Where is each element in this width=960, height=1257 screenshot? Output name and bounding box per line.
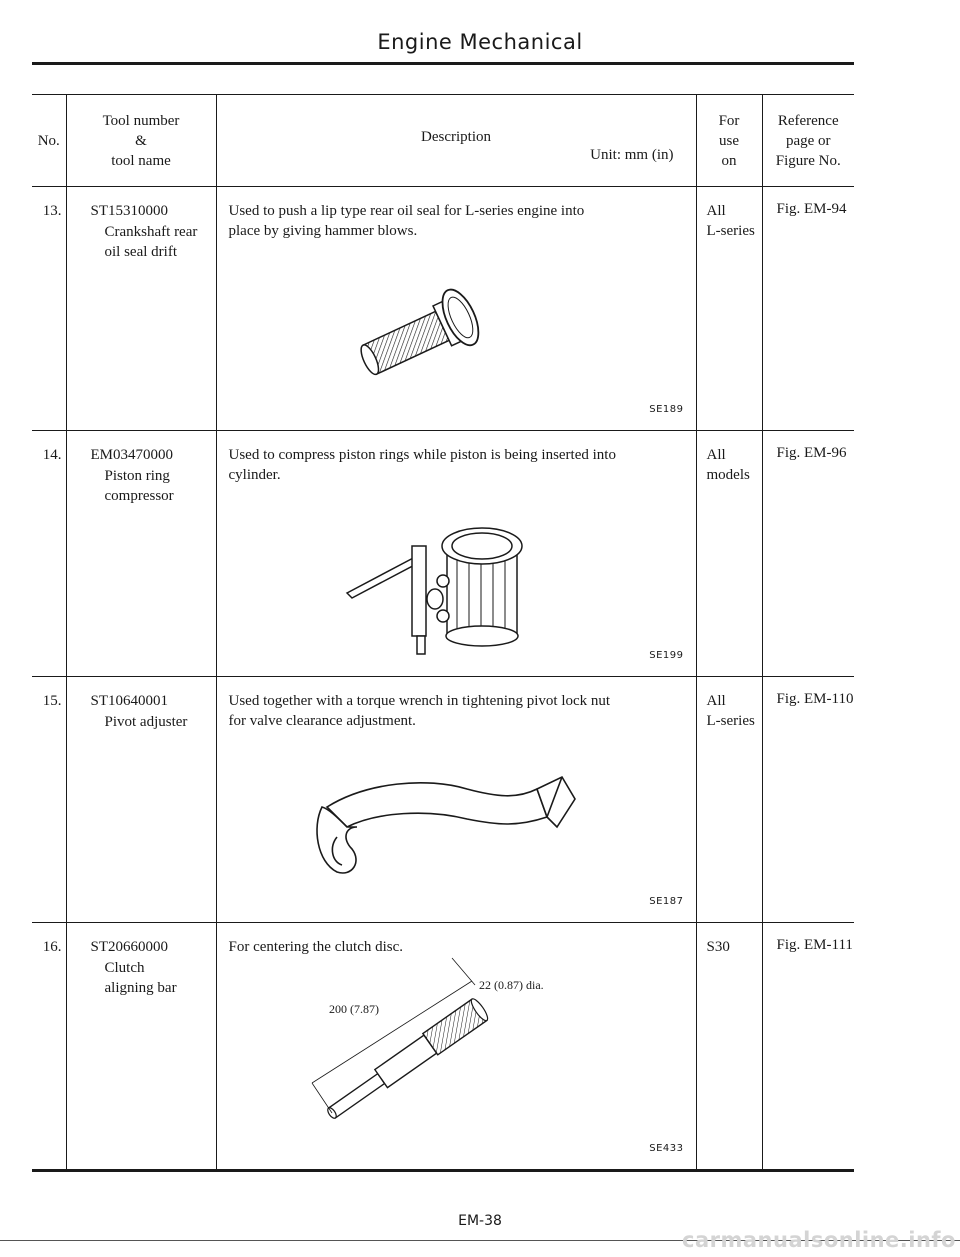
- dimension-length-label: 200 (7.87): [328, 1002, 379, 1016]
- reference-cell: Fig. EM-94: [762, 187, 854, 431]
- description-line: for valve clearance adjustment.: [228, 713, 416, 729]
- use-line: All: [706, 693, 726, 709]
- use-cell: [696, 431, 762, 677]
- page-title: Engine Mechanical: [377, 30, 583, 54]
- table-row: [32, 431, 854, 677]
- description-line: place by giving hammer blows.: [228, 223, 418, 239]
- tool-number: ST20660000: [90, 939, 169, 955]
- row-number: 16.: [32, 923, 66, 1171]
- use-line: models: [706, 467, 750, 483]
- reference-cell: Fig. EM-111: [762, 923, 854, 1171]
- tool-name-line: Pivot adjuster: [104, 714, 188, 730]
- description-line: Used to compress piston rings while piston is being inserted into: [228, 447, 616, 463]
- clutch-aligning-bar-icon: [217, 923, 697, 1171]
- row-number: 14.: [32, 431, 66, 677]
- description-line: For centering the clutch disc.: [228, 939, 404, 955]
- description-cell: [216, 187, 696, 431]
- page-number: EM-38: [458, 1213, 502, 1229]
- use-cell: [696, 187, 762, 431]
- row-number: 13.: [32, 187, 66, 431]
- header-tool-line: tool name: [111, 152, 171, 169]
- tool-name-line: Piston ring: [104, 468, 170, 484]
- tool-cell: [66, 923, 216, 1171]
- reference-cell: Fig. EM-96: [762, 431, 854, 677]
- header-tool: [66, 95, 216, 187]
- oil-seal-drift-icon: [217, 187, 697, 431]
- header-description: [216, 95, 696, 187]
- reference-cell: Fig. EM-110: [762, 677, 854, 923]
- table-row: [32, 187, 854, 431]
- header-use: [696, 95, 762, 187]
- tool-name-line: compressor: [104, 488, 174, 504]
- table-header-row: [32, 95, 854, 187]
- pivot-adjuster-icon: [217, 677, 697, 923]
- tool-name-line: Crankshaft rear: [104, 224, 198, 240]
- figure-code: SE189: [649, 404, 684, 415]
- piston-ring-compressor-icon: [217, 431, 697, 677]
- description-line: Used to push a lip type rear oil seal for L-series engine into: [228, 203, 585, 219]
- tool-cell: [66, 431, 216, 677]
- tool-name-line: aligning bar: [104, 980, 177, 996]
- header-unit-label: Unit: mm (in): [590, 147, 674, 163]
- use-line: All: [706, 203, 726, 219]
- figure-code: SE433: [649, 1143, 684, 1154]
- special-tools-table: [32, 94, 854, 1172]
- row-number: 15.: [32, 677, 66, 923]
- figure-code: SE187: [649, 896, 684, 907]
- tool-cell: [66, 187, 216, 431]
- description-cell: [216, 431, 696, 677]
- tool-name-line: Clutch: [104, 960, 145, 976]
- header-tool-line: Tool number: [102, 112, 180, 129]
- header-reference-line: Figure No.: [775, 152, 841, 169]
- header-rule: [32, 62, 854, 65]
- header-description-label: Description: [421, 129, 491, 145]
- tool-number: ST15310000: [90, 203, 169, 219]
- header-reference: [762, 95, 854, 187]
- description-line: Used together with a torque wrench in tightening pivot lock nut: [228, 693, 611, 709]
- description-cell: [216, 677, 696, 923]
- header-use-line: on: [721, 152, 737, 169]
- use-line: L-series: [706, 223, 755, 239]
- header-reference-line: Reference: [777, 112, 839, 129]
- tool-cell: [66, 677, 216, 923]
- header-no: No.: [32, 95, 66, 187]
- header-reference-line: page or: [785, 132, 831, 149]
- figure-code: SE199: [649, 650, 684, 661]
- watermark-text: carmanualsonline.info: [682, 1228, 956, 1252]
- dimension-diameter-label: 22 (0.87) dia.: [478, 978, 544, 992]
- table-row: [32, 923, 854, 1171]
- tool-name-line: oil seal drift: [104, 244, 177, 260]
- description-cell: [216, 923, 696, 1171]
- use-line: S30: [706, 939, 730, 955]
- header-tool-line: &: [135, 132, 147, 149]
- use-cell: [696, 677, 762, 923]
- tool-number: EM03470000: [90, 447, 173, 463]
- header-use-line: use: [719, 132, 739, 149]
- tool-number: ST10640001: [90, 693, 169, 709]
- header-use-line: For: [718, 112, 740, 129]
- use-line: All: [706, 447, 726, 463]
- table-row: [32, 677, 854, 923]
- description-line: cylinder.: [228, 467, 281, 483]
- use-cell: [696, 923, 762, 1171]
- use-line: L-series: [706, 713, 755, 729]
